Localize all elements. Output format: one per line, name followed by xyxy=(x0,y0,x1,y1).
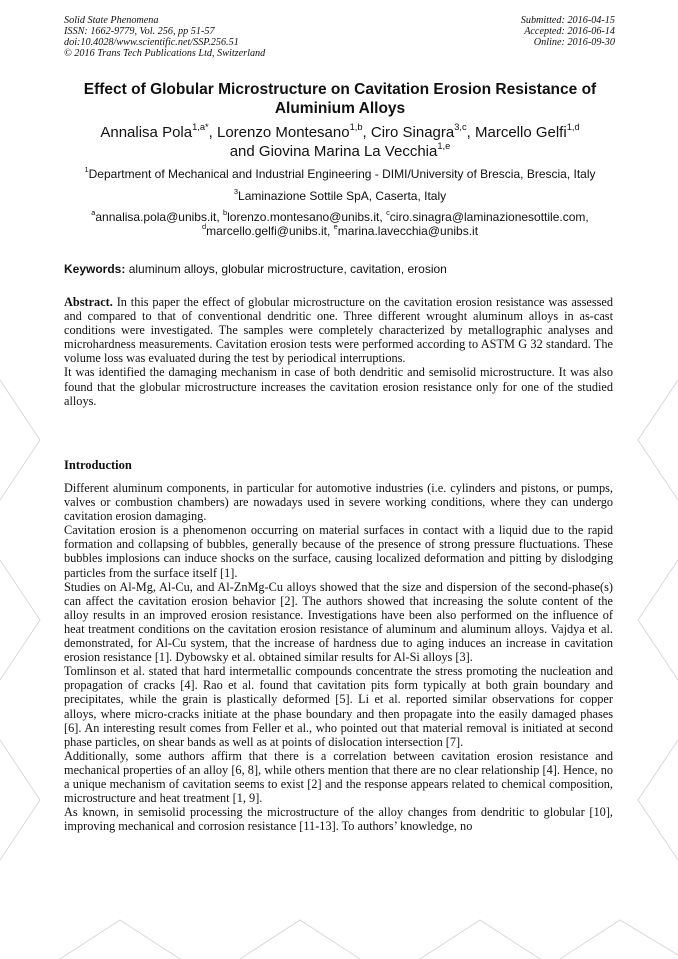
author-name: Lorenzo Montesano xyxy=(216,124,350,141)
submission-dates xyxy=(521,15,615,48)
author-sup: 1,a* xyxy=(192,122,209,133)
author-sup: 1,e xyxy=(437,141,451,152)
email-sup: c xyxy=(386,208,390,218)
author-sup: 1,b xyxy=(349,122,363,133)
email-list: $^a$annalisa.pola@unibs.it, $^b$lorenzo.montesano@unibs.it, $^c$ciro.sinagra@laminazionesottile.com, $^d$marcello.gelfi@unibs.it, $^e$marina.lavecchia@unibs.it xyxy=(91,208,589,238)
section-heading-introduction: Introduction xyxy=(64,458,132,472)
keywords xyxy=(64,262,447,276)
affiliation-text: Laminazione Sottile SpA, Caserta, Italy xyxy=(238,189,447,203)
intro-paragraph: Cavitation erosion is a phenomenon occurring on material surfaces in contact with a liquid due to the rapid formation and collapsing of bubbles, generally because of the presence of strong pressure fluctuations. These bubbles implosions can induce shocks on the surface, causing localized deformation and pitting by dislodging particles from the surface itself [1]. xyxy=(64,523,613,580)
affiliation-3 xyxy=(40,189,640,203)
author-list: Annalisa Pola$^{1,a*}$, Lorenzo Montesano$^{1,b}$, Ciro Sinagra$^{3,c}$, Marcello Gelfi$^{1,d}$ and Giovina Marina La Vecchia$^{1,e}$ xyxy=(100,122,580,160)
intro-paragraph: Different aluminum components, in particular for automotive industries (i.e. cylinders and pistons, or pumps, valves or combustion chambers) are nowadays used in severe working conditions, where they can undergo cavitation erosion damaging. xyxy=(64,481,613,524)
email-link[interactable]: ciro.sinagra@laminazionesottile.com xyxy=(389,210,586,224)
abstract xyxy=(64,295,613,408)
email-sup: e xyxy=(333,222,338,232)
journal-copyright: © 2016 Trans Tech Publications Ltd, Switzerland xyxy=(64,48,266,59)
keywords-label: Keywords: xyxy=(64,262,126,276)
author-sup: 1,d xyxy=(566,122,580,133)
email-link[interactable]: marina.lavecchia@unibs.it xyxy=(337,224,479,238)
email-link[interactable]: marcello.gelfi@unibs.it xyxy=(206,224,327,238)
author-sup: 3,c xyxy=(454,122,467,133)
affiliation-sup: 1 xyxy=(84,165,89,175)
introduction-body xyxy=(64,481,613,833)
intro-paragraph: Tomlinson et al. stated that hard intermetallic compounds concentrate the stress promoting the nucleation and propagation of cracks [4]. Rao et al. found that cavitation pits form typically at both grain boundary and precipitates, while the grain is plastically deformed [5]. Li et al. reported similar observations for copper alloys, where micro-cracks initiate at the phase boundary and then propagate into the easily damaged phases [6]. An interesting result comes from Feller et al., who pointed out that material removal is initiated at second phase particles, on shear bands as well as at points of dislocation intersection [7]. xyxy=(64,664,613,749)
email-sup: b xyxy=(222,208,228,218)
abstract-paragraph: It was identified the damaging mechanism in case of both dendritic and semisolid microstructure. It was also found that the globular microstructure increases the cavitation erosion resistance only for one of the studied alloys. xyxy=(64,365,613,408)
intro-paragraph: Additionally, some authors affirm that there is a correlation between cavitation erosion resistance and mechanical properties of an alloy [6, 8], while others mention that there are no clear relationship [4]. Hence, no a unique mechanism of cavitation seems to exist [2] and the response appears related to chemical composition, microstructure and heat treatment [1, 9]. xyxy=(64,748,613,806)
journal-doi: doi:10.4028/www.scientific.net/SSP.256.51 xyxy=(64,37,239,48)
paper-title: Effect of Globular Microstructure on Cavitation Erosion Resistance of Aluminium Alloys xyxy=(83,81,597,117)
email-sup: a xyxy=(91,208,96,218)
author-name: Giovina Marina La Vecchia xyxy=(258,143,438,160)
date-submitted: Submitted: 2016-04-15 xyxy=(520,15,615,26)
email-link[interactable]: lorenzo.montesano@unibs.it xyxy=(227,210,380,224)
abstract-paragraph xyxy=(64,295,613,365)
date-accepted: Accepted: 2016-06-14 xyxy=(524,26,615,37)
abstract-label: Abstract. xyxy=(64,295,113,309)
author-name: Ciro Sinagra xyxy=(370,124,455,141)
journal-name: Solid State Phenomena xyxy=(64,15,159,26)
abstract-text: In this paper the effect of globular microstructure on the cavitation erosion resistance was assessed and compared to that of conventional dendritic one. Three different wrought aluminum alloys in as-cast conditions were investigated. The samples were completely characterized by metallographic analyses and microhardness measurements. Cavitation erosion tests were performed according to ASTM G 32 standard. The volume loss was evaluated during the test by periodical interruptions. xyxy=(64,295,613,366)
intro-paragraph: Studies on Al-Mg, Al-Cu, and Al-ZnMg-Cu alloys showed that the size and dispersion of the second-phase(s) can affect the cavitation erosion behavior [2]. The authors showed that increasing the solute content of the alloy results in an improved erosion resistance. Investigations have been also performed on the influence of heat treatment conditions on the cavitation erosion resistance of aluminum and aluminum alloys. Vajdya et al. demonstrated, for Al-Cu system, that the increase of hardness due to aging induces an increase in cavitation erosion resistance [1]. Dybowsky et al. obtained similar results for Al-Si alloys [3]. xyxy=(64,579,613,665)
email-link[interactable]: annalisa.pola@unibs.it xyxy=(95,210,217,224)
email-sup: d xyxy=(201,222,207,232)
journal-issn: ISSN: 1662-9779, Vol. 256, pp 51-57 xyxy=(64,26,215,37)
affiliation-sup: 3 xyxy=(233,187,239,197)
author-name: Marcello Gelfi xyxy=(474,124,567,141)
affiliation-text: Department of Mechanical and Industrial Engineering - DIMI/University of Brescia, Brescia, Italy xyxy=(88,167,596,181)
journal-info xyxy=(64,15,265,59)
intro-paragraph: As known, in semisolid processing the microstructure of the alloy changes from dendritic to globular [10], improving mechanical and corrosion resistance [11-13]. To authors’ knowledge, no xyxy=(64,805,613,834)
date-online: Online: 2016-09-30 xyxy=(533,37,615,48)
keywords-text: aluminum alloys, globular microstructure, cavitation, erosion xyxy=(128,262,447,276)
author-name: Annalisa Pola xyxy=(100,124,193,141)
affiliation-1 xyxy=(40,167,640,181)
